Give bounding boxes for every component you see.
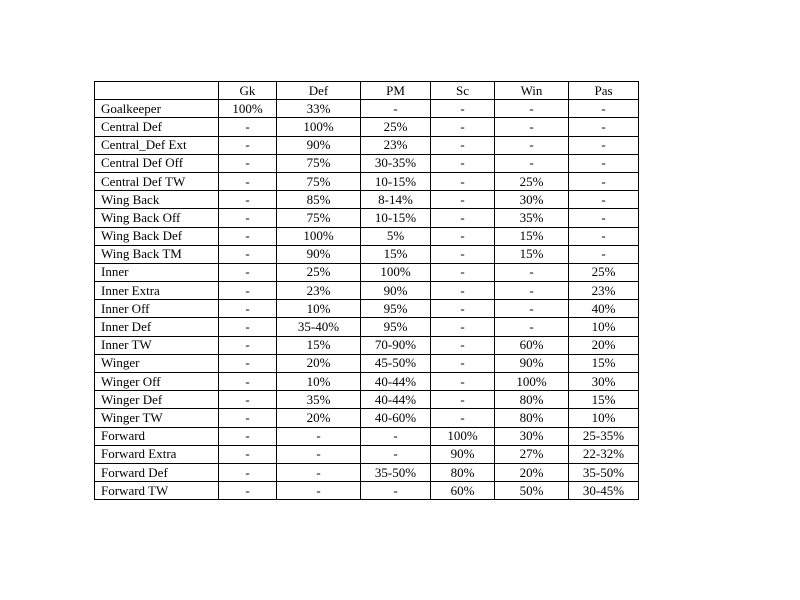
cell-role: Inner Off: [95, 300, 219, 318]
table-row: [95, 373, 639, 391]
cell-sc: -: [431, 354, 495, 372]
cell-pm: -: [361, 482, 431, 500]
table-row: [95, 318, 639, 336]
cell-sc: -: [431, 373, 495, 391]
cell-pm: 40-44%: [361, 373, 431, 391]
cell-def: 90%: [277, 136, 361, 154]
cell-gk: -: [219, 191, 277, 209]
header-def: Def: [277, 82, 361, 100]
cell-pm: 95%: [361, 318, 431, 336]
header-sc: Sc: [431, 82, 495, 100]
cell-gk: -: [219, 300, 277, 318]
table-row: [95, 427, 639, 445]
table-row: [95, 209, 639, 227]
cell-pm: 100%: [361, 263, 431, 281]
cell-gk: -: [219, 482, 277, 500]
cell-role: Inner: [95, 263, 219, 281]
cell-role: Goalkeeper: [95, 100, 219, 118]
cell-def: 35%: [277, 391, 361, 409]
cell-pas: 23%: [569, 282, 639, 300]
cell-role: Inner Def: [95, 318, 219, 336]
cell-role: Wing Back TM: [95, 245, 219, 263]
cell-pas: -: [569, 209, 639, 227]
cell-sc: -: [431, 227, 495, 245]
cell-pm: 8-14%: [361, 191, 431, 209]
header-gk: Gk: [219, 82, 277, 100]
cell-sc: -: [431, 118, 495, 136]
cell-gk: 100%: [219, 100, 277, 118]
cell-pas: -: [569, 100, 639, 118]
table-body: [95, 100, 639, 500]
table-row: [95, 227, 639, 245]
cell-pas: -: [569, 172, 639, 190]
cell-pas: 15%: [569, 354, 639, 372]
cell-pm: 45-50%: [361, 354, 431, 372]
cell-def: 10%: [277, 300, 361, 318]
cell-sc: -: [431, 136, 495, 154]
cell-role: Central Def Off: [95, 154, 219, 172]
header-pm: PM: [361, 82, 431, 100]
cell-pm: 30-35%: [361, 154, 431, 172]
cell-pas: 25-35%: [569, 427, 639, 445]
cell-win: 90%: [495, 354, 569, 372]
cell-def: -: [277, 482, 361, 500]
cell-gk: -: [219, 463, 277, 481]
cell-gk: -: [219, 336, 277, 354]
cell-role: Forward Def: [95, 463, 219, 481]
cell-gk: -: [219, 354, 277, 372]
cell-win: -: [495, 100, 569, 118]
cell-pas: 30%: [569, 373, 639, 391]
cell-win: -: [495, 318, 569, 336]
cell-gk: -: [219, 172, 277, 190]
cell-sc: -: [431, 245, 495, 263]
cell-win: 30%: [495, 191, 569, 209]
cell-def: 100%: [277, 118, 361, 136]
table-row: [95, 300, 639, 318]
table-row: [95, 154, 639, 172]
cell-win: 25%: [495, 172, 569, 190]
cell-sc: 90%: [431, 445, 495, 463]
cell-pm: 25%: [361, 118, 431, 136]
cell-pas: 30-45%: [569, 482, 639, 500]
cell-def: 35-40%: [277, 318, 361, 336]
cell-gk: -: [219, 227, 277, 245]
cell-role: Wing Back Def: [95, 227, 219, 245]
table-row: [95, 172, 639, 190]
table-row: [95, 282, 639, 300]
cell-pm: 23%: [361, 136, 431, 154]
cell-pm: 10-15%: [361, 209, 431, 227]
cell-sc: 60%: [431, 482, 495, 500]
cell-win: 80%: [495, 409, 569, 427]
table-header-row: [95, 82, 639, 100]
cell-win: -: [495, 263, 569, 281]
cell-gk: -: [219, 118, 277, 136]
cell-gk: -: [219, 263, 277, 281]
cell-sc: -: [431, 318, 495, 336]
cell-pm: 15%: [361, 245, 431, 263]
cell-def: 75%: [277, 209, 361, 227]
header-win: Win: [495, 82, 569, 100]
cell-sc: -: [431, 409, 495, 427]
cell-pas: 40%: [569, 300, 639, 318]
cell-def: 90%: [277, 245, 361, 263]
cell-win: 27%: [495, 445, 569, 463]
cell-pas: 25%: [569, 263, 639, 281]
cell-win: -: [495, 154, 569, 172]
cell-gk: -: [219, 318, 277, 336]
table-row: [95, 445, 639, 463]
cell-pas: 10%: [569, 409, 639, 427]
cell-pas: 15%: [569, 391, 639, 409]
cell-pas: -: [569, 154, 639, 172]
cell-gk: -: [219, 154, 277, 172]
cell-role: Wing Back Off: [95, 209, 219, 227]
cell-win: -: [495, 300, 569, 318]
table-row: [95, 136, 639, 154]
cell-gk: -: [219, 391, 277, 409]
cell-role: Forward Extra: [95, 445, 219, 463]
cell-win: 50%: [495, 482, 569, 500]
cell-def: 20%: [277, 409, 361, 427]
cell-gk: -: [219, 427, 277, 445]
cell-sc: 80%: [431, 463, 495, 481]
cell-gk: -: [219, 282, 277, 300]
cell-def: -: [277, 445, 361, 463]
cell-role: Winger Def: [95, 391, 219, 409]
cell-gk: -: [219, 409, 277, 427]
cell-role: Central Def: [95, 118, 219, 136]
cell-def: 33%: [277, 100, 361, 118]
table-row: [95, 245, 639, 263]
cell-win: 20%: [495, 463, 569, 481]
cell-pm: 10-15%: [361, 172, 431, 190]
cell-role: Inner TW: [95, 336, 219, 354]
cell-def: -: [277, 463, 361, 481]
cell-sc: -: [431, 263, 495, 281]
cell-pm: 70-90%: [361, 336, 431, 354]
cell-role: Forward: [95, 427, 219, 445]
cell-win: 35%: [495, 209, 569, 227]
table-row: [95, 336, 639, 354]
cell-gk: -: [219, 445, 277, 463]
cell-sc: -: [431, 336, 495, 354]
cell-pm: 35-50%: [361, 463, 431, 481]
table-row: [95, 391, 639, 409]
cell-sc: -: [431, 154, 495, 172]
cell-def: 23%: [277, 282, 361, 300]
cell-gk: -: [219, 373, 277, 391]
cell-pas: -: [569, 118, 639, 136]
cell-pm: -: [361, 427, 431, 445]
cell-gk: -: [219, 245, 277, 263]
cell-sc: -: [431, 100, 495, 118]
cell-win: 15%: [495, 245, 569, 263]
cell-pm: 95%: [361, 300, 431, 318]
cell-pm: 40-60%: [361, 409, 431, 427]
cell-def: 25%: [277, 263, 361, 281]
cell-role: Winger Off: [95, 373, 219, 391]
cell-pas: 10%: [569, 318, 639, 336]
cell-win: 15%: [495, 227, 569, 245]
cell-pas: 20%: [569, 336, 639, 354]
cell-pm: 90%: [361, 282, 431, 300]
cell-sc: -: [431, 391, 495, 409]
cell-pas: -: [569, 136, 639, 154]
cell-def: 20%: [277, 354, 361, 372]
cell-def: 75%: [277, 172, 361, 190]
cell-role: Central Def TW: [95, 172, 219, 190]
cell-pas: 22-32%: [569, 445, 639, 463]
table-row: [95, 263, 639, 281]
table-row: [95, 191, 639, 209]
cell-role: Central_Def Ext: [95, 136, 219, 154]
cell-win: -: [495, 282, 569, 300]
cell-sc: -: [431, 282, 495, 300]
cell-sc: -: [431, 300, 495, 318]
cell-pm: 5%: [361, 227, 431, 245]
cell-role: Forward TW: [95, 482, 219, 500]
table-row: [95, 482, 639, 500]
cell-pm: -: [361, 100, 431, 118]
cell-role: Inner Extra: [95, 282, 219, 300]
cell-def: 75%: [277, 154, 361, 172]
table-row: [95, 100, 639, 118]
cell-win: 60%: [495, 336, 569, 354]
cell-sc: -: [431, 172, 495, 190]
cell-win: -: [495, 136, 569, 154]
cell-pas: -: [569, 191, 639, 209]
cell-pm: -: [361, 445, 431, 463]
table-row: [95, 463, 639, 481]
cell-pas: -: [569, 245, 639, 263]
cell-pas: 35-50%: [569, 463, 639, 481]
cell-sc: 100%: [431, 427, 495, 445]
cell-role: Wing Back: [95, 191, 219, 209]
cell-win: 100%: [495, 373, 569, 391]
cell-def: 100%: [277, 227, 361, 245]
cell-win: -: [495, 118, 569, 136]
cell-pas: -: [569, 227, 639, 245]
table-row: [95, 354, 639, 372]
cell-def: -: [277, 427, 361, 445]
cell-def: 10%: [277, 373, 361, 391]
table-row: [95, 118, 639, 136]
header-role: [95, 82, 219, 100]
cell-def: 85%: [277, 191, 361, 209]
table-row: [95, 409, 639, 427]
position-percentages-table: [94, 81, 639, 500]
header-pas: Pas: [569, 82, 639, 100]
cell-win: 30%: [495, 427, 569, 445]
cell-pm: 40-44%: [361, 391, 431, 409]
cell-gk: -: [219, 209, 277, 227]
cell-role: Winger: [95, 354, 219, 372]
cell-sc: -: [431, 191, 495, 209]
cell-def: 15%: [277, 336, 361, 354]
cell-win: 80%: [495, 391, 569, 409]
cell-sc: -: [431, 209, 495, 227]
cell-gk: -: [219, 136, 277, 154]
cell-role: Winger TW: [95, 409, 219, 427]
